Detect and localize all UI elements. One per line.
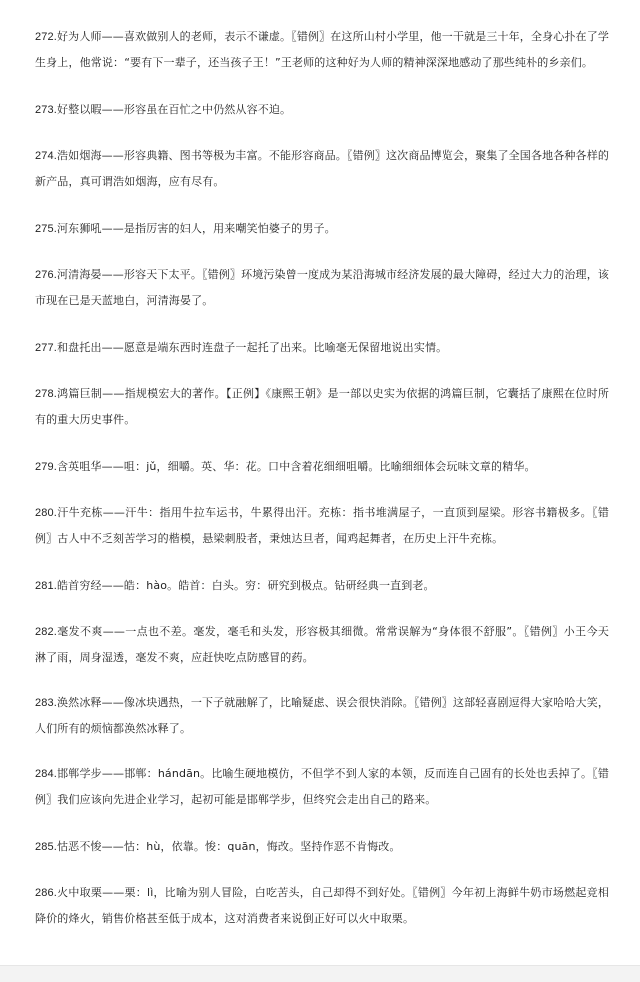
entry-280 (35, 500, 609, 551)
entry-text: 含英咀华——咀：jǔ，细嚼。英、华：花。口中含着花细细咀嚼。比喻细细体会玩味文章的精华。 (57, 460, 536, 473)
entry-277 (35, 335, 609, 361)
entry-text: 皓首穷经——皓：hào。皓首：白头。穷：研究到极点。钻研经典一直到老。 (57, 579, 435, 592)
entry-number: 277. (35, 342, 58, 354)
entry-text: 好为人师——喜欢做别人的老师，表示不谦虚。〖错例〗在这所山村小学里，他一干就是三十年，全身心扑在了学生身上，他常说：“要有下一辈子，还当孩子王！”王老师的这种好为人师的精神深深地感动了那些纯朴的乡亲们。 (35, 30, 610, 69)
entry-text: 涣然冰释——像冰块遇热，一下子就融解了，比喻疑虑、误会很快消除。〖错例〗这部轻喜剧逗得大家哈哈大笑，人们所有的烦恼都涣然冰释了。 (35, 696, 610, 735)
entry-number: 275. (35, 223, 58, 235)
entry-number: 273. (35, 104, 58, 116)
entry-text: 浩如烟海——形容典籍、图书等极为丰富。不能形容商品。〖错例〗这次商品博览会，聚集了全国各地各种各样的新产品，真可谓浩如烟海，应有尽有。 (35, 149, 610, 188)
entry-number: 285. (35, 841, 58, 853)
entry-text: 火中取栗——栗：lì，比喻为别人冒险，白吃苦头，自己却得不到好处。〖错例〗今年初上海鲜牛奶市场燃起竞相降价的烽火，销售价格甚至低于成本，这对消费者来说倒正好可以火中取栗。 (35, 886, 609, 925)
bottom-bar (0, 965, 640, 982)
entry-text: 汗牛充栋——汗牛：指用牛拉车运书，牛累得出汗。充栋：指书堆满屋子，一直顶到屋梁。形容书籍极多。〖错例〗古人中不乏刻苦学习的楷模，悬梁刺股者，秉烛达旦者，闻鸡起舞者，在历史上汗牛充栋。 (35, 506, 609, 545)
entry-276 (35, 262, 609, 313)
entry-279 (35, 454, 609, 480)
entry-number: 281. (35, 580, 58, 592)
entry-text: 鸿篇巨制——指规模宏大的著作。【正例】《康熙王朝》是一部以史实为依据的鸿篇巨制，它囊括了康熙在位时所有的重大历史事件。 (35, 387, 609, 426)
entry-283 (35, 690, 609, 741)
entry-text: 毫发不爽——一点也不差。毫发，毫毛和头发，形容极其细微。常常误解为“身体很不舒服”。〖错例〗小王今天淋了雨，周身湿透，毫发不爽，应赶快吃点防感冒的药。 (35, 625, 609, 664)
entry-272 (35, 24, 609, 75)
entry-text: 邯郸学步——邯郸：hándān。比喻生硬地模仿，不但学不到人家的本领，反而连自己固有的长处也丢掉了。〖错例〗我们应该向先进企业学习，起初可能是邯郸学步，但终究会走出自己的路来。 (35, 767, 609, 806)
entry-text: 河东狮吼——是指厉害的妇人，用来嘲笑怕婆子的男子。 (57, 222, 336, 235)
entry-282 (35, 619, 609, 670)
entry-text: 好整以暇——形容虽在百忙之中仍然从容不迫。 (57, 103, 292, 116)
entry-number: 283. (35, 697, 58, 709)
entry-278 (35, 381, 609, 432)
entry-text: 河清海晏——形容天下太平。〖错例〗环境污染曾一度成为某沿海城市经济发展的最大障碍，经过大力的治理，该市现在已是天蓝地白，河清海晏了。 (35, 268, 610, 307)
entry-number: 284. (35, 768, 58, 780)
entry-285 (35, 834, 609, 860)
entry-number: 272. (35, 31, 58, 43)
entry-number: 274. (35, 150, 58, 162)
entry-281 (35, 573, 609, 599)
entry-text: 怙恶不悛——怙：hù，依靠。悛：quān，悔改。坚持作恶不肯悔改。 (57, 840, 401, 853)
entry-275 (35, 216, 609, 242)
entry-274 (35, 143, 609, 194)
entry-273 (35, 97, 609, 123)
entry-284 (35, 761, 609, 812)
entry-text: 和盘托出——愿意是端东西时连盘子一起托了出来。比喻毫无保留地说出实情。 (57, 341, 448, 354)
idiom-list (35, 24, 609, 931)
entry-number: 279. (35, 461, 58, 473)
entry-number: 278. (35, 388, 58, 400)
entry-number: 286. (35, 887, 58, 899)
entry-number: 276. (35, 269, 58, 281)
entry-286 (35, 880, 609, 931)
entry-number: 280. (35, 507, 58, 519)
entry-number: 282. (35, 626, 58, 638)
